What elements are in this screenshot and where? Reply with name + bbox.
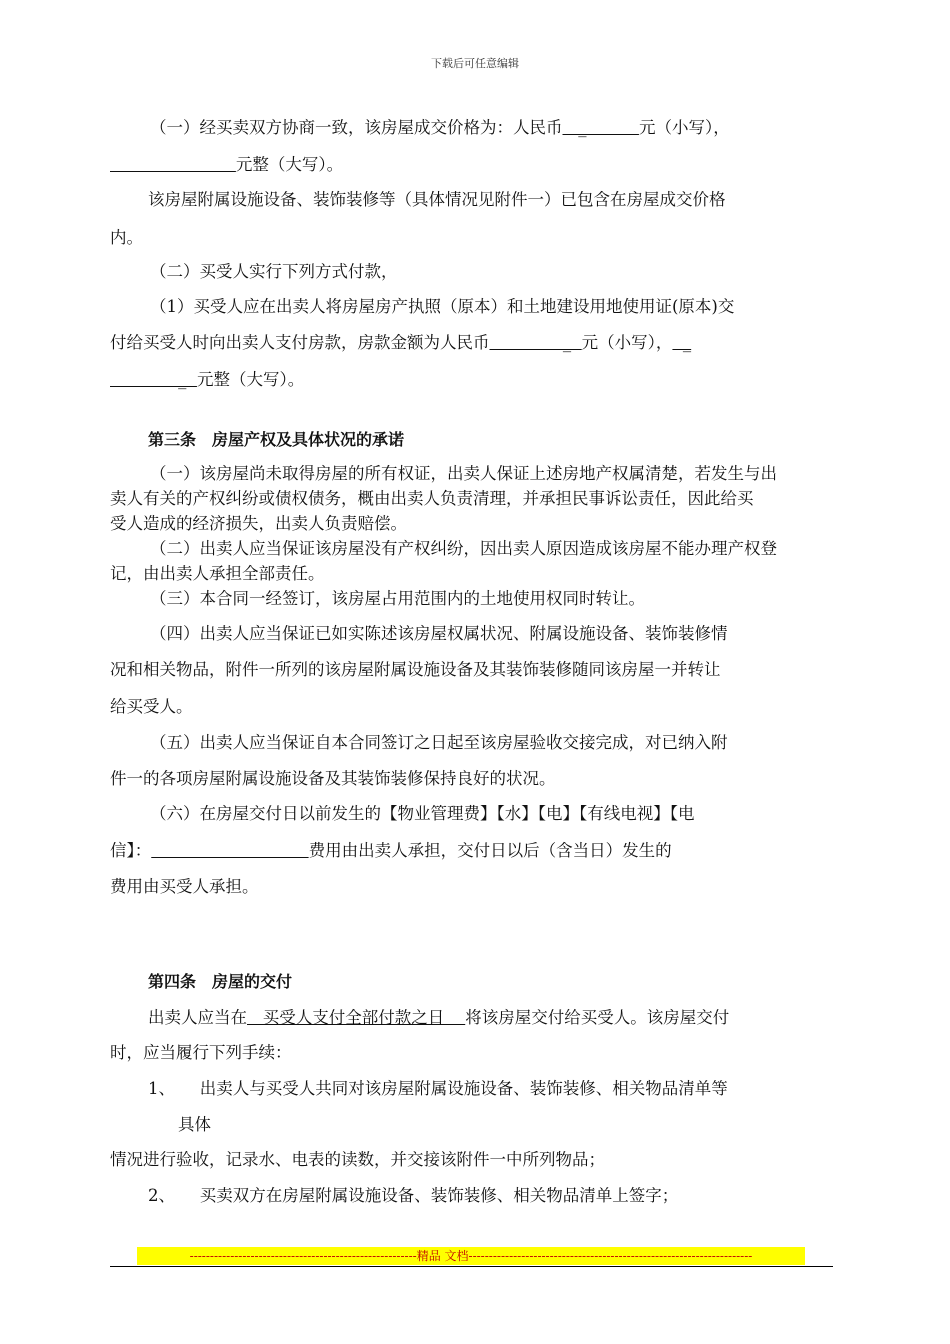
- fill-in-blank: 买受人支付全部付款之日: [247, 1008, 466, 1027]
- text-segment: 该房屋附属设施设备、装饰装修等（具体情况见附件一）已包含在房屋成交价格: [148, 190, 726, 209]
- text-segment: 时，应当履行下列手续：: [110, 1043, 292, 1062]
- text-line: [110, 697, 840, 717]
- fill-in-blank: _: [489, 333, 582, 352]
- text-segment: 卖人有关的产权纠纷或债权债务，概由出卖人负责清理，并承担民事诉讼责任，因此给买: [110, 489, 754, 508]
- text-line: [110, 333, 840, 353]
- text-segment: 信】：: [110, 841, 152, 860]
- text-segment: 内。: [110, 228, 143, 247]
- page-header: 下载后可任意编辑: [431, 57, 519, 70]
- text-segment: 记，由出卖人承担全部责任。: [110, 564, 325, 583]
- text-line: [150, 464, 880, 484]
- text-segment: 件一的各项房屋附属设施设备及其装饰装修保持良好的状况。: [110, 769, 556, 788]
- section-heading: [148, 430, 878, 450]
- text-line: [110, 877, 840, 897]
- text-segment: 元（小写），: [638, 118, 730, 137]
- text-line: [110, 1150, 840, 1170]
- text-line: [150, 297, 880, 317]
- text-line: [178, 1115, 908, 1135]
- text-line: [110, 489, 840, 509]
- text-segment: （六）在房屋交付日以前发生的【物业管理费】【水】【电】【有线电视】【电: [150, 804, 695, 823]
- text-line: [110, 1043, 840, 1063]
- text-line: [110, 370, 840, 390]
- text-line: [150, 804, 880, 824]
- text-segment: 元整（大写）。: [196, 370, 305, 389]
- text-line: [110, 564, 840, 584]
- text-line: [110, 660, 840, 680]
- section-heading: [148, 972, 878, 992]
- text-segment: 1、 出卖人与买受人共同对该房屋附属设施设备、装饰装修、相关物品清单等: [148, 1079, 728, 1098]
- text-segment: （一）该房屋尚未取得房屋的所有权证，出卖人保证上述房地产权属清楚，若发生与出: [150, 464, 777, 483]
- text-line: [148, 1008, 878, 1028]
- text-segment: （三）本合同一经签订，该房屋占用范围内的土地使用权同时转让。: [150, 589, 645, 608]
- fill-in-blank: _: [672, 333, 692, 352]
- text-line: [110, 769, 840, 789]
- text-line: [150, 624, 880, 644]
- text-segment: （一）经买卖双方协商一致，该房屋成交价格为：人民币: [150, 118, 563, 137]
- text-segment: （1）买受人应在出卖人将房屋房产执照（原本）和土地建设用地使用证(原本)交: [150, 297, 735, 316]
- text-segment: 将该房屋交付给买受人。该房屋交付: [465, 1008, 730, 1027]
- text-line: [148, 1079, 878, 1099]
- text-line: [150, 539, 880, 559]
- text-line: [110, 228, 840, 248]
- fill-in-blank: _: [562, 118, 639, 137]
- text-segment: 付给买受人时向出卖人支付房款，房款金额为人民币: [110, 333, 490, 352]
- text-line: [148, 1186, 878, 1206]
- text-segment: 给买受人。: [110, 697, 193, 716]
- text-segment: 元整（大写）。: [235, 155, 344, 174]
- text-segment: （二）买受人实行下列方式付款，: [150, 262, 398, 281]
- text-line: [148, 190, 878, 210]
- text-line: [110, 155, 840, 175]
- text-segment: 第四条 房屋的交付: [148, 972, 293, 991]
- fill-in-blank: _: [110, 370, 197, 389]
- footer-rule: [110, 1266, 833, 1267]
- fill-in-blank: [110, 155, 236, 174]
- text-line: [150, 118, 880, 138]
- footer-banner: --------------------------------------------------------精品 文档----------------------------------------------------------------------: [137, 1247, 805, 1265]
- text-segment: 费用由买受人承担。: [110, 877, 259, 896]
- text-line: [110, 841, 840, 861]
- text-segment: 元（小写），: [581, 333, 673, 352]
- text-segment: （四）出卖人应当保证已如实陈述该房屋权属状况、附属设施设备、装饰装修情: [150, 624, 728, 643]
- text-line: [150, 262, 880, 282]
- fill-in-blank: [151, 841, 308, 860]
- text-segment: 2、 买卖双方在房屋附属设施设备、装饰装修、相关物品清单上签字；: [148, 1186, 679, 1205]
- text-segment: 费用由出卖人承担，交付日以后（含当日）发生的: [308, 841, 672, 860]
- text-line: [150, 733, 880, 753]
- text-line: [110, 514, 840, 534]
- text-segment: 出卖人应当在: [148, 1008, 247, 1027]
- text-segment: 情况进行验收，记录水、电表的读数，并交接该附件一中所列物品；: [110, 1150, 605, 1169]
- text-segment: 受人造成的经济损失，出卖人负责赔偿。: [110, 514, 407, 533]
- text-segment: （五）出卖人应当保证自本合同签订之日起至该房屋验收交接完成，对已纳入附: [150, 733, 728, 752]
- text-segment: 具体: [178, 1115, 211, 1134]
- text-line: [150, 589, 880, 609]
- text-segment: 第三条 房屋产权及具体状况的承诺: [148, 430, 405, 449]
- text-segment: （二）出卖人应当保证该房屋没有产权纠纷，因出卖人原因造成该房屋不能办理产权登: [150, 539, 777, 558]
- text-segment: 况和相关物品，附件一所列的该房屋附属设施设备及其装饰装修随同该房屋一并转让: [110, 660, 721, 679]
